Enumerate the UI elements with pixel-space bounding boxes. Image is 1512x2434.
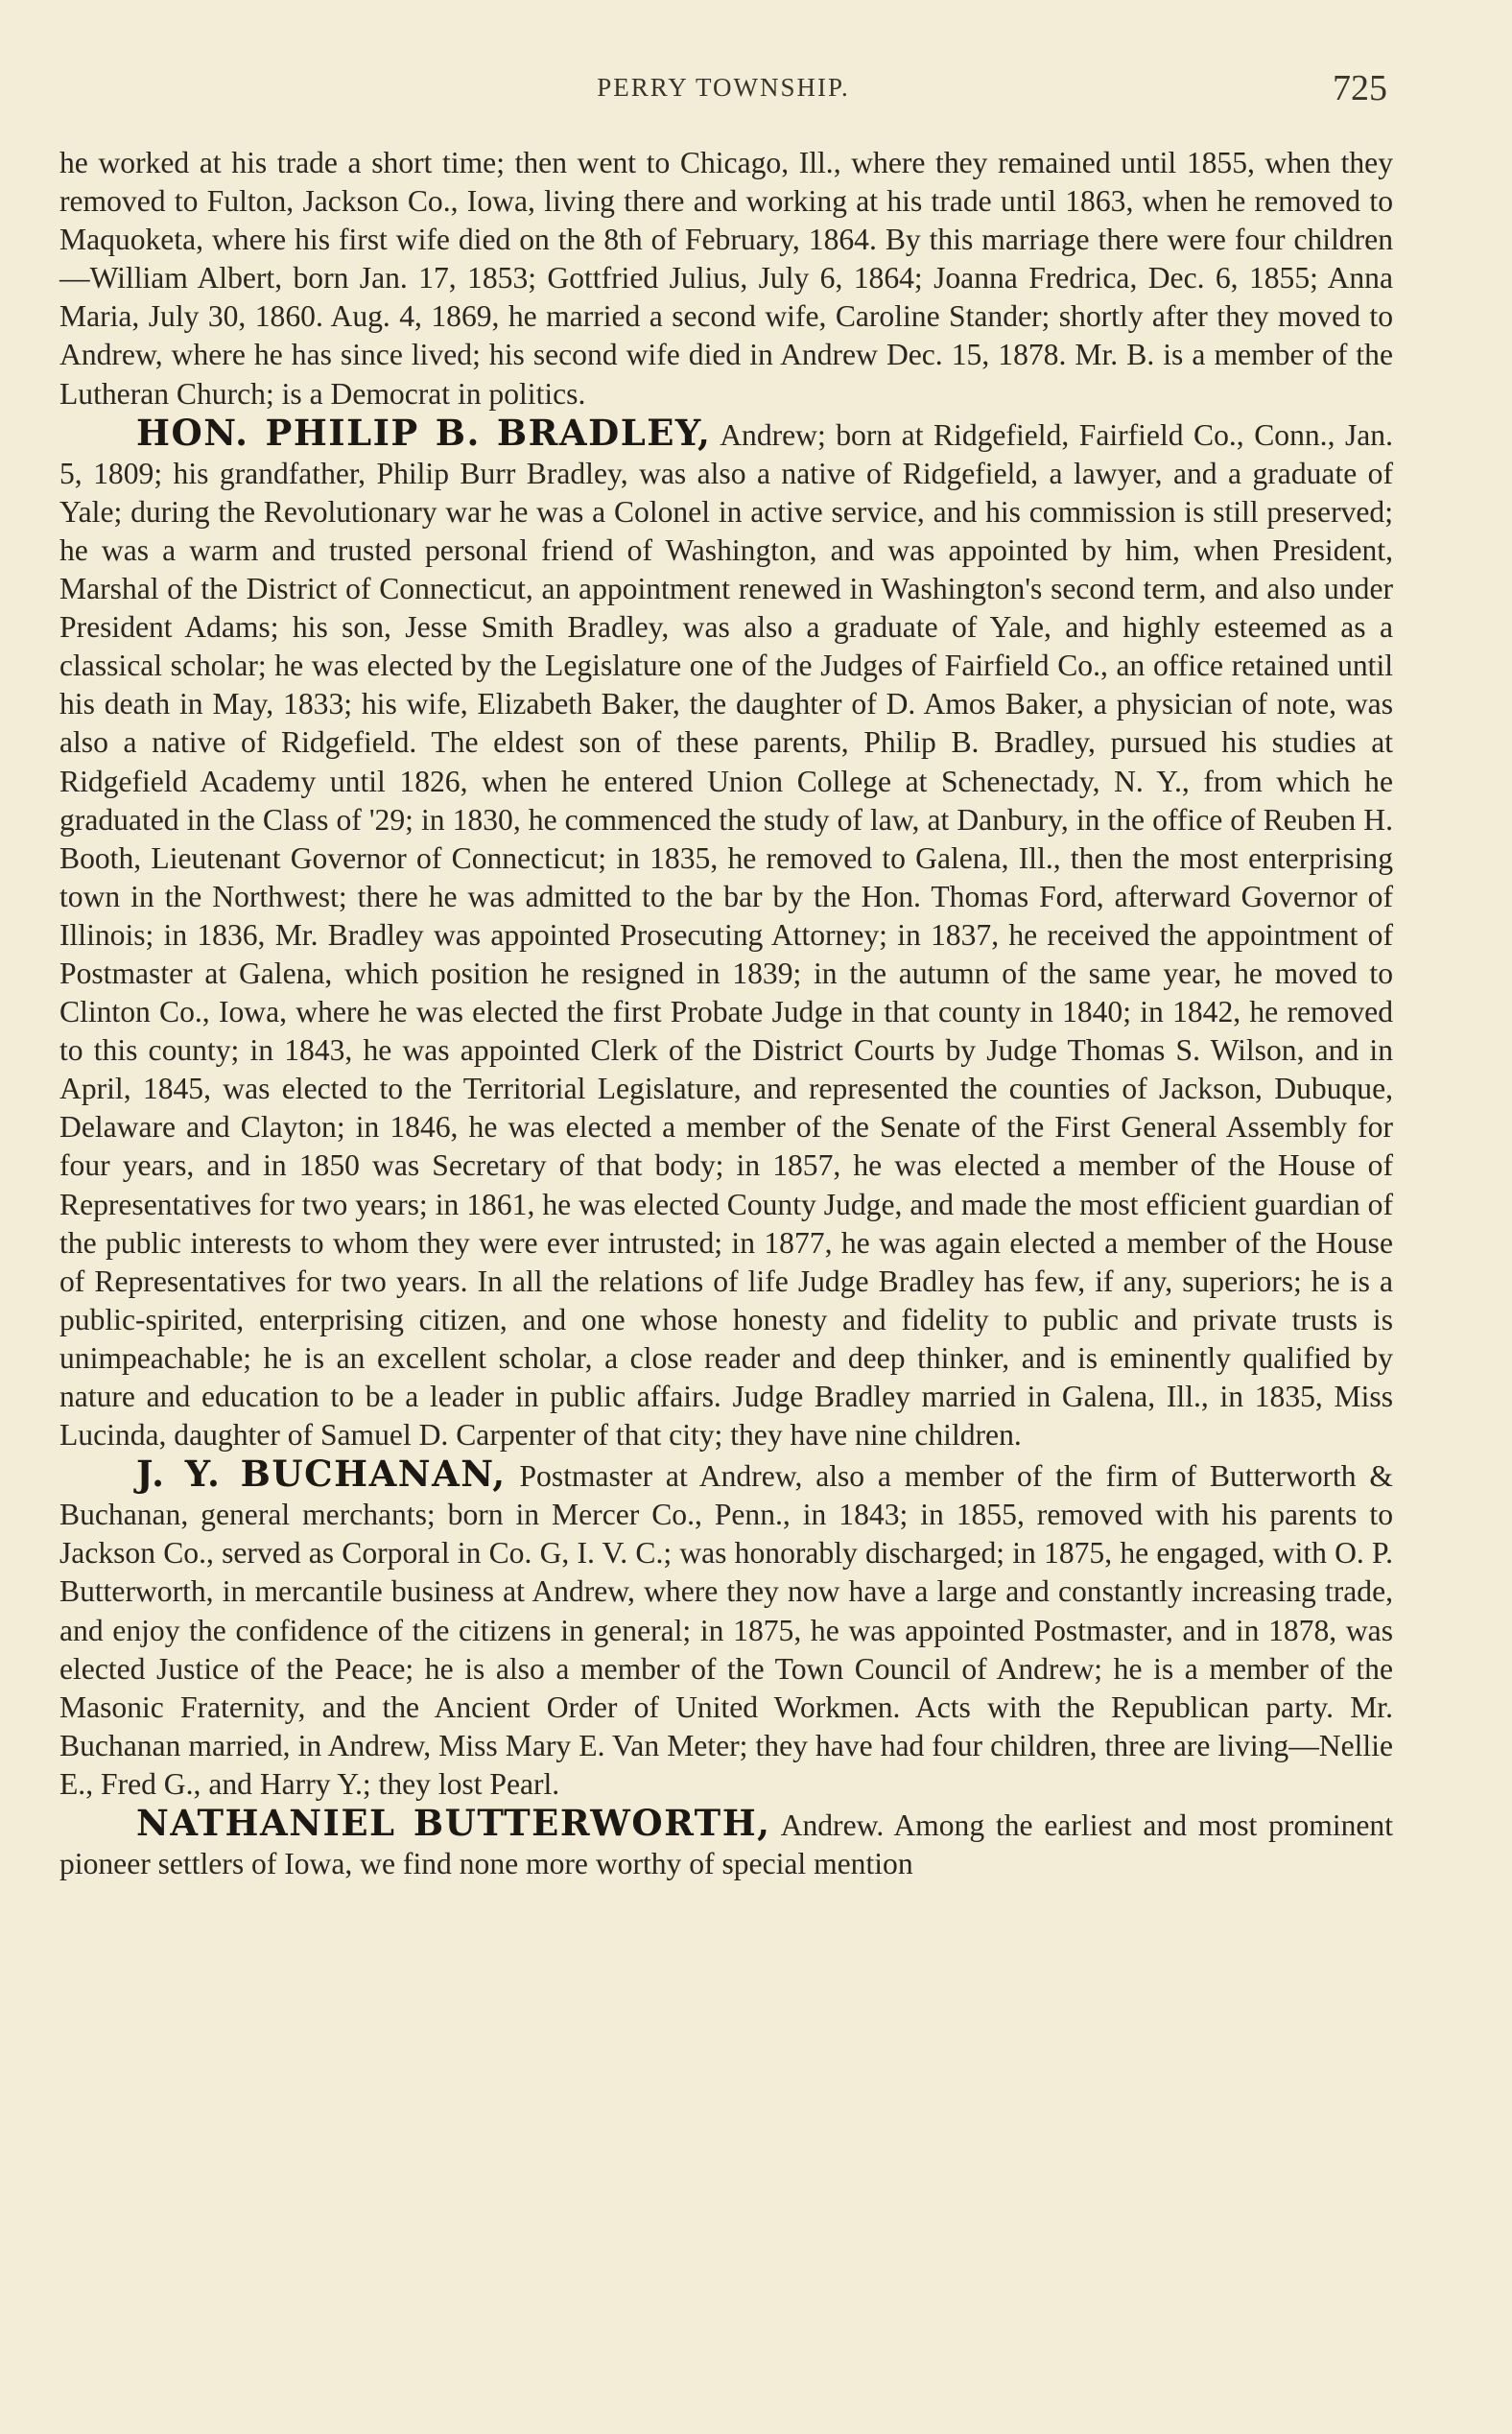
page-number: 725 [1333,68,1387,108]
entry-name: HON. PHILIP B. BRADLEY, [136,411,712,454]
entry-text: Postmaster at Andrew, also a member of the firm of Butterworth & Buchanan, general merchants; born in Mercer Co., Penn., in 1843; in 1855, removed with his parents to Jackson Co., served as Corporal in Co. G, I. V. C.; was honorably discharged; in 1875, he engaged, with O. P. Butterworth, in mercantile business at Andrew, where they now have a large and constantly increasing trade, and enjoy the confidence of the citizens in general; in 1875, he was appointed Postmaster, and in 1878, was elected Justice of the Peace; he is also a member of the Town Council of Andrew; he is a member of the Masonic Fraternity, and the Ancient Order of United Workmen. Acts with the Republican party. Mr. Buchanan married, in Andrew, Miss Mary E. Van Meter; they have had four children, three are living—Nellie E., Fred G., and Harry Y.; they lost Pearl. [59,1459,1393,1801]
biography-entry-bradley [59,411,1393,1455]
biography-entry-buchanan [59,1454,1393,1804]
entry-name: J. Y. BUCHANAN, [136,1453,507,1496]
entry-text: Andrew; born at Ridgefield, Fairfield Co., Conn., Jan. 5, 1809; his grandfather, Philip Burr Bradley, was also a native of Ridgefield, a lawyer, and a graduate of Yale; during the Revolutionary war he was a Colonel in active service, and his commission is still preserved; he was a warm and trusted personal friend of Washington, and was appointed by him, when President, Marshal of the District of Connecticut, an appointment renewed in Washington's second term, and also under President Adams; his son, Jesse Smith Bradley, was also a graduate of Yale, and highly esteemed as a classical scholar; he was elected by the Legislature one of the Judges of Fairfield Co., an office retained until his death in May, 1833; his wife, Elizabeth Baker, the daughter of D. Amos Baker, a physician of note, was also a native of Ridgefield. The eldest son of these parents, Philip B. Bradley, pursued his studies at Ridgefield Academy until 1826, when he entered Union College at Schenectady, N. Y., from which he graduated in the Class of '29; in 1830, he commenced the study of law, at Danbury, in the office of Reuben H. Booth, Lieutenant Governor of Connecticut; in 1835, he removed to Galena, Ill., then the most enterprising town in the Northwest; there he was admitted to the bar by the Hon. Thomas Ford, afterward Governor of Illinois; in 1836, Mr. Bradley was appointed Prosecuting Attorney; in 1837, he received the appointment of Postmaster at Galena, which position he resigned in 1839; in the autumn of the same year, he moved to Clinton Co., Iowa, where he was elected the first Probate Judge in that county in 1840; in 1842, he removed to this county; in 1843, he was appointed Clerk of the District Courts by Judge Thomas S. Wilson, and in April, 1845, was elected to the Territorial Legislature, and represented the counties of Jackson, Dubuque, Delaware and Clayton; in 1846, he was elected a member of the Senate of the First General Assembly for four years, and in 1850 was Secretary of that body; in 1857, he was elected a member of the House of Representatives for two years; in 1861, he was elected County Judge, and made the most efficient guardian of the public interests to whom they were ever intrusted; in 1877, he was again elected a member of the House of Representatives for two years. In all the relations of life Judge Bradley has few, if any, superiors; he is a public-spirited, enterprising citizen, and one whose honesty and fidelity to public and private trusts is unimpeachable; he is an excellent scholar, a close reader and deep thinker, and is eminently qualified by nature and education to be a leader in public affairs. Judge Bradley married in Galena, Ill., in 1835, Miss Lucinda, daughter of Samuel D. Carpenter of that city; they have nine children. [59,417,1393,1453]
entry-name: NATHANIEL BUTTERWORTH, [136,1802,771,1845]
biography-entry-butterworth [59,1804,1393,1883]
page-header [59,59,1387,127]
running-head: PERRY TOWNSHIP. [597,73,850,102]
paragraph-text: he worked at his trade a short time; then went to Chicago, Ill., where they remained until 1855, when they removed to Fulton, Jackson Co., Iowa, living there and working at his trade until 1863, when he removed to Maquoketa, where his first wife died on the 8th of February, 1864. By this marriage there were four children—William Albert, born Jan. 17, 1853; Gottfried Julius, July 6, 1864; Joanna Fredrica, Dec. 6, 1855; Anna Maria, July 30, 1860. Aug. 4, 1869, he married a second wife, Caroline Stander; shortly after they moved to Andrew, where he has since lived; his second wife died in Andrew Dec. 15, 1878. Mr. B. is a member of the Lutheran Church; is a Democrat in politics. [59,146,1393,411]
body-text [59,144,1393,1883]
paragraph-continuation [59,144,1393,414]
entry-text: Andrew. Among the earliest and most prominent pioneer settlers of Iowa, we find none more worthy of special mention [59,1808,1393,1881]
